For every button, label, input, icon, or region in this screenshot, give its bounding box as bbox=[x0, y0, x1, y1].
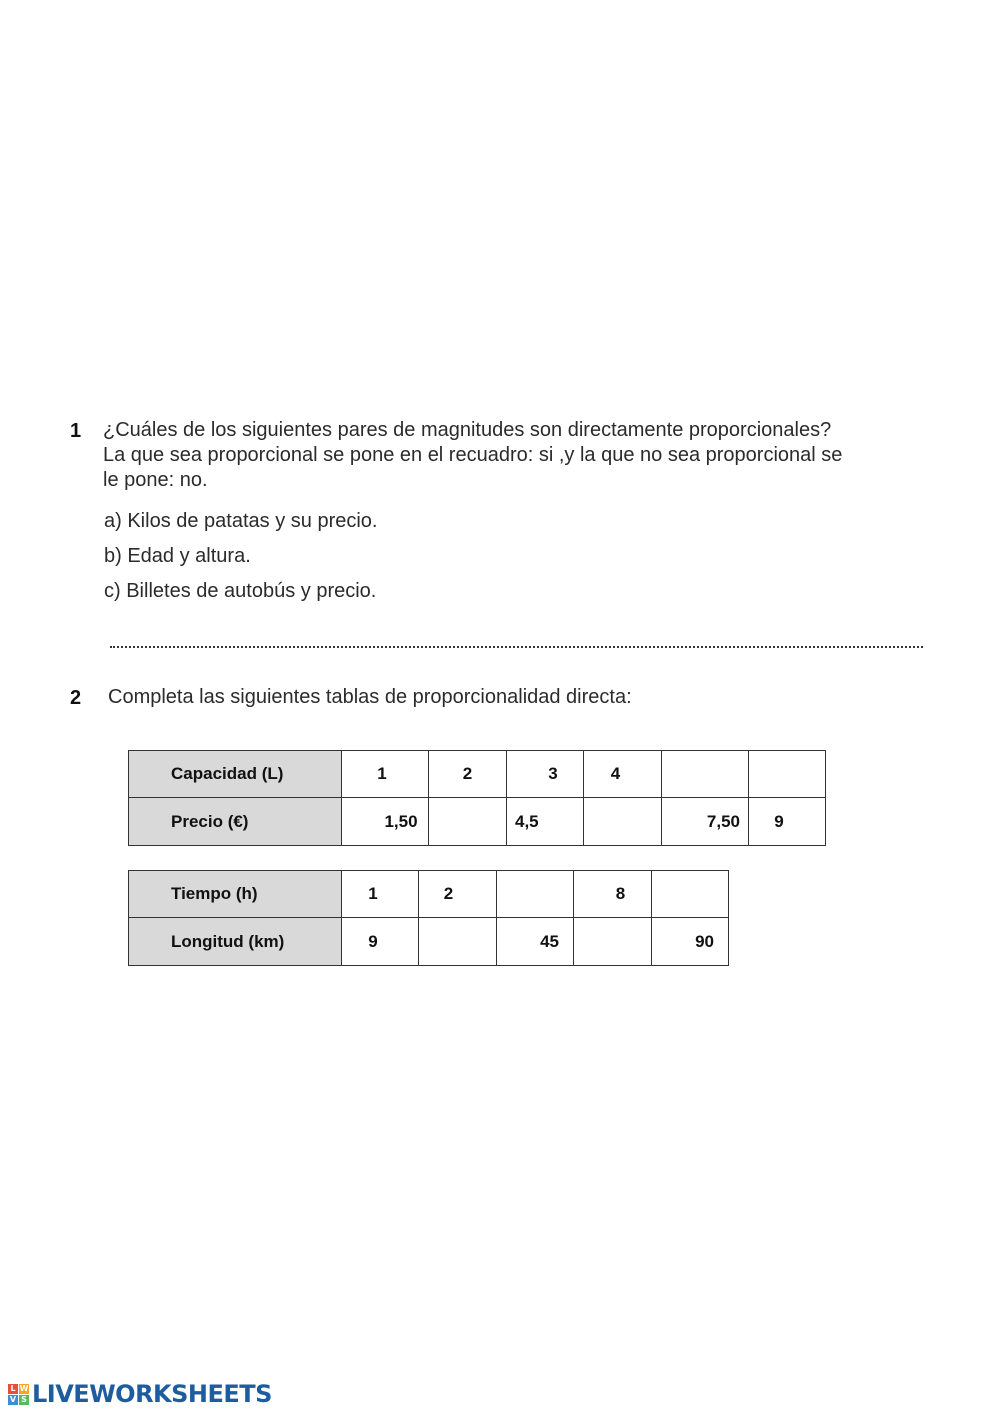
logo-letter: S bbox=[19, 1395, 29, 1405]
table-cell[interactable]: 2 bbox=[429, 751, 507, 798]
table-cell[interactable] bbox=[749, 751, 826, 798]
answer-line[interactable] bbox=[110, 646, 923, 648]
row-header: Capacidad (L) bbox=[129, 751, 342, 798]
option-c: c) Billetes de autobús y precio. bbox=[104, 580, 377, 602]
question-1-text bbox=[103, 418, 842, 493]
table-cell[interactable]: 2 bbox=[419, 871, 497, 918]
question-2-text bbox=[108, 685, 632, 710]
row-header: Tiempo (h) bbox=[129, 871, 342, 918]
table-cell[interactable]: 3 bbox=[507, 751, 584, 798]
option-a: a) Kilos de patatas y su precio. bbox=[104, 510, 378, 532]
table-row bbox=[129, 798, 826, 846]
table-tiempo-longitud bbox=[128, 870, 729, 966]
row-header: Longitud (km) bbox=[129, 918, 342, 966]
table-cell[interactable]: 45 bbox=[497, 918, 574, 966]
logo-letter: L bbox=[8, 1384, 18, 1394]
table-cell[interactable] bbox=[497, 871, 574, 918]
table-cell[interactable]: 7,50 bbox=[662, 798, 749, 846]
question-1-number: 1 bbox=[70, 420, 82, 442]
table-cell[interactable] bbox=[652, 871, 729, 918]
table-cell[interactable] bbox=[584, 798, 662, 846]
logo-letter: V bbox=[9, 1394, 17, 1404]
option-b: b) Edad y altura. bbox=[104, 545, 251, 567]
table-cell[interactable]: 4 bbox=[584, 751, 662, 798]
question-1-line: La que sea proporcional se pone en el recuadro: si ,y la que no sea proporcional se bbox=[103, 444, 843, 466]
table-cell[interactable] bbox=[574, 918, 652, 966]
question-2-line: Completa las siguientes tablas de proporcionalidad directa: bbox=[108, 686, 632, 708]
table-cell[interactable]: 1,50 bbox=[342, 798, 429, 846]
table-cell[interactable] bbox=[429, 798, 507, 846]
table-cell[interactable] bbox=[662, 751, 749, 798]
liveworksheets-logo bbox=[8, 1381, 272, 1407]
question-1-line: ¿Cuáles de los siguientes pares de magnitudes son directamente proporcionales? bbox=[103, 419, 832, 441]
table-cell[interactable]: 90 bbox=[652, 918, 729, 966]
table-cell[interactable]: 9 bbox=[749, 798, 826, 846]
table-row bbox=[129, 871, 729, 918]
table-capacidad-precio bbox=[128, 750, 826, 846]
table-row bbox=[129, 751, 826, 798]
table-cell[interactable] bbox=[419, 918, 497, 966]
question-2-number: 2 bbox=[70, 687, 82, 709]
table-cell[interactable]: 9 bbox=[342, 918, 419, 966]
logo-text: LIVEWORKSHEETS bbox=[32, 1380, 272, 1408]
table-row bbox=[129, 918, 729, 966]
row-header: Precio (€) bbox=[129, 798, 342, 846]
table-cell[interactable]: 1 bbox=[342, 871, 419, 918]
question-1-line: le pone: no. bbox=[103, 469, 208, 491]
logo-icon bbox=[8, 1384, 29, 1405]
logo-letter: W bbox=[19, 1383, 29, 1393]
table-cell[interactable]: 8 bbox=[574, 871, 652, 918]
table-cell[interactable]: 1 bbox=[342, 751, 429, 798]
table-cell[interactable]: 4,5 bbox=[507, 798, 584, 846]
